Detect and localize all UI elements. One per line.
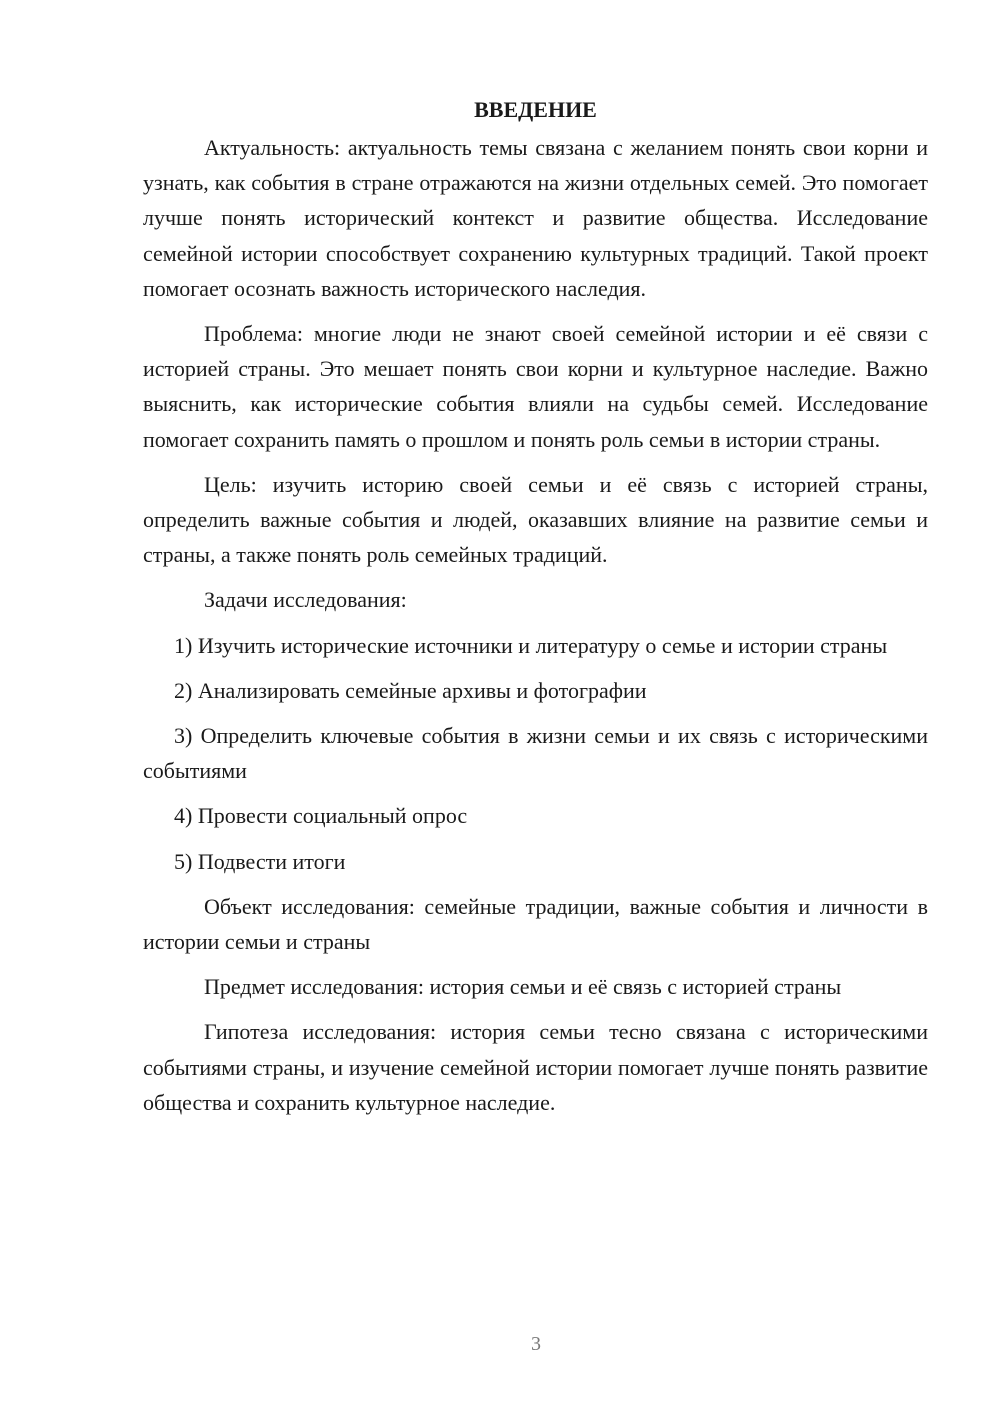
task-item-4: 4) Провести социальный опрос xyxy=(174,803,468,829)
paragraph-hypothesis: Гипотеза исследования: история семьи тесно связана с историческими событиями страны, и изучение семейной истории помогает лучше понять развитие общества и сохранить культурное наследие. xyxy=(143,1019,928,1115)
paragraph-relevance: Актуальность: актуальность темы связана с желанием понять свои корни и узнать, как события в стране отражаются на жизни отдельных семей. Это помогает лучше понять исторический контекст и развитие общества. Исследование семейной истории способствует сохранению культурных традиций. Такой проект помогает осознать важность исторического наследия. xyxy=(143,135,928,301)
paragraph-subject: Предмет исследования: история семьи и её связь с историей страны xyxy=(204,974,842,1000)
task-item-3: 3) Определить ключевые события в жизни семьи и их связь с историческими событиями xyxy=(143,723,928,784)
page-number: 3 xyxy=(531,1333,541,1355)
page-content xyxy=(143,92,928,1120)
paragraph-problem: Проблема: многие люди не знают своей семейной истории и её связи с историей страны. Это мешает понять свои корни и культурное наследие. Важно выяснить, как исторические события влияли на судьбы семей. Исследование помогает сохранить память о прошлом и понять роль семьи в истории страны. xyxy=(143,321,928,452)
paragraph-goal: Цель: изучить историю своей семьи и её связь с историей страны, определить важные события и людей, оказавших влияние на развитие семьи и страны, а также понять роль семейных традиций. xyxy=(143,471,928,568)
task-item-1: 1) Изучить исторические источники и литературу о семье и истории страны xyxy=(174,632,888,658)
paragraph-tasks-heading: Задачи исследования: xyxy=(204,587,407,613)
paragraph-object: Объект исследования: семейные традиции, важные события и личности в истории семьи и страны xyxy=(143,893,928,955)
task-item-2: 2) Анализировать семейные архивы и фотографии xyxy=(174,677,647,703)
page-title: ВВЕДЕНИЕ xyxy=(474,97,597,122)
task-item-5: 5) Подвести итоги xyxy=(174,848,346,874)
